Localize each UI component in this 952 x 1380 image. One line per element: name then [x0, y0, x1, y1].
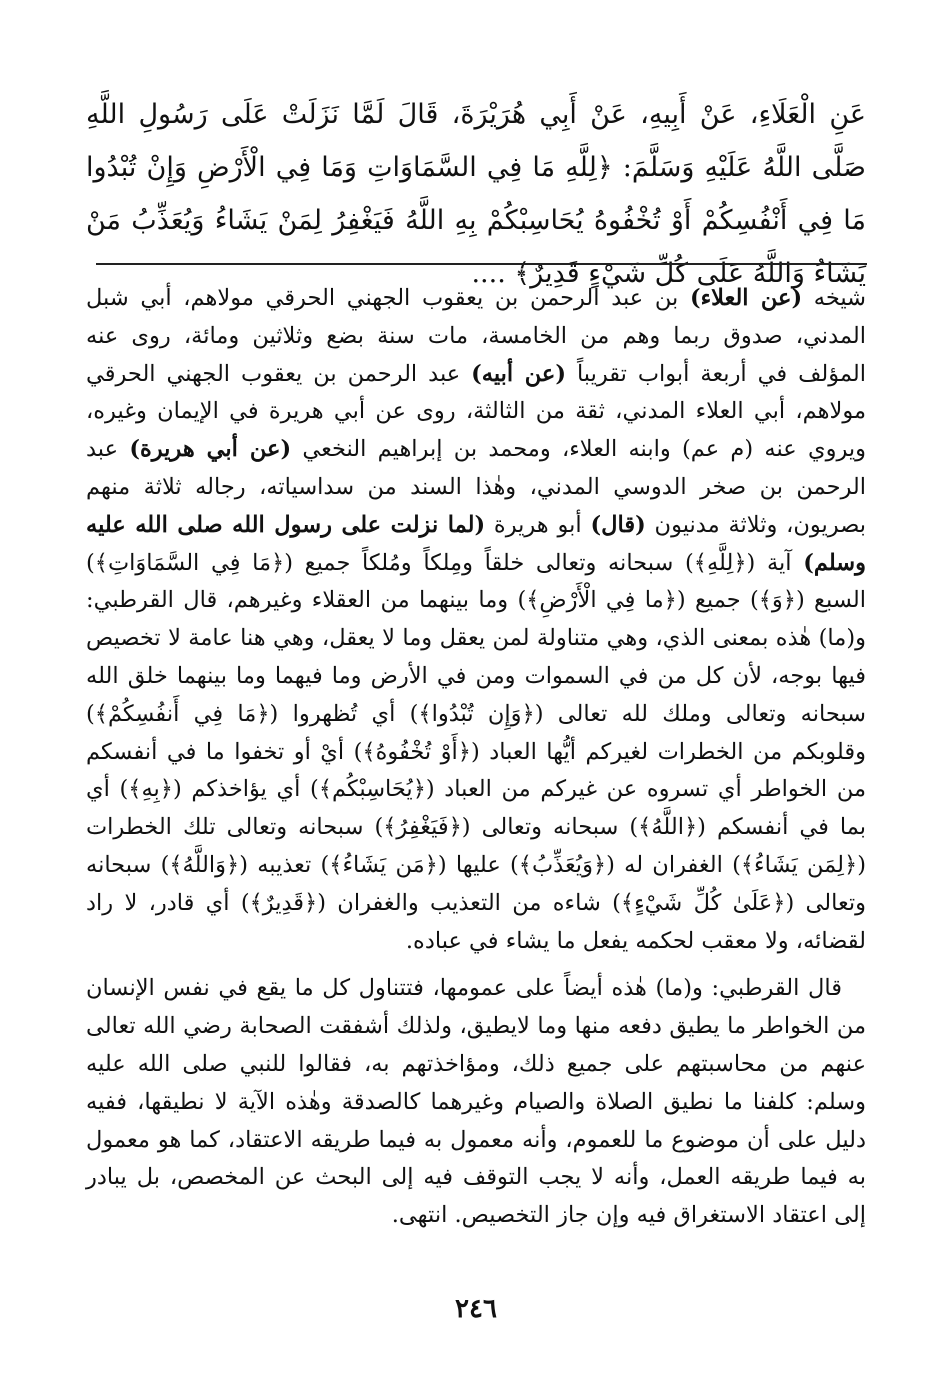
bold-run: (عن العلاء) [689, 285, 803, 311]
text-run: عبد الرحمن بن صخر الدوسي المدني، وهٰذا السند من سداسياته، رجاله ثلاثة منهم بصريون، وثلاثة مدنيون [86, 436, 866, 538]
commentary [86, 280, 866, 1235]
page-number: ٢٤٦ [455, 1294, 497, 1324]
text-run: أبو هريرة [485, 511, 591, 538]
bold-run: (لما نزلت على رسول الله صلى الله عليه وسلم) [86, 511, 866, 576]
bold-run: (قال) [590, 511, 646, 538]
hadith-text: عَنِ الْعَلَاءِ، عَنْ أَبِيهِ، عَنْ أَبِي هُرَيْرَةَ، قَالَ لَمَّا نَزَلَتْ عَلَى رَسُولِ اللَّهِ صَلَّى اللَّهُ عَلَيْهِ وَسَلَّمَ: ﴿لِلَّهِ مَا فِي السَّمَاوَاتِ وَمَا فِي الْأَرْضِ وَإِنْ تُبْدُوا مَا فِي أَنْفُسِكُمْ أَوْ تُخْفُوهُ يُحَاسِبْكُمْ بِهِ اللَّهُ فَيَغْفِرُ لِمَنْ يَشَاءُ وَيُعَذِّبُ مَنْ يَشَاءُ وَاللَّهُ عَلَى كُلِّ شَيْءٍ قَدِيرٌ﴾ .... [86, 99, 866, 289]
text-run: عبد الرحمن بن يعقوب الجهني الحرقي مولاهم، أبي العلاء المدني، ثقة من الثالثة، روى عن أبي هريرة في الإيمان وغيره، ويروي عنه (م عم) وابنه العلاء، ومحمد بن إبراهيم النخعي [86, 360, 866, 463]
commentary-paragraph-1 [86, 280, 866, 960]
text-run: آية (﴿لِلَّهِ﴾) سبحانه وتعالى خلقاً ومِلكاً ومُلكاً جميع (﴿مَا فِي السَّمَاوَاتِ﴾) السبع (﴿وَ﴾) جميع (﴿ما فِي الْأَرْضِ﴾) وما بينهما من العقلاء وغيرهم، قال القرطبي: و(ما) هٰذه بمعنى الذي، وهي متناولة لمن يعقل وما لا يعقل، وهي هنا عامة لا تخصيص فيها بوجه، لأن كل من في السموات ومن في الأرض وما فيهما وما بينهما خلق الله سبحانه وتعالى وملك لله تعالى (﴿وَإِن تُبْدُوا﴾) أي تُظهروا (﴿مَا فِي أَنفُسِكُمْ﴾) وقلوبكم من الخطرات لغيركم أيُّها العباد (﴿أَوْ تُخْفُوهُ﴾) أيْ أو تخفوا ما في أنفسكم من الخواطر أي تسروه عن غيركم من العباد (﴿يُحَاسِبْكُم﴾) أي يؤاخذكم (﴿بِهِ﴾) أي بما في أنفسكم (﴿اللَّهُ﴾) سبحانه وتعالى (﴿فَيَغْفِرُ﴾) سبحانه وتعالى تلك الخطرات (﴿لِمَن يَشَاءُ﴾) الغفران له (﴿وَيُعَذِّبُ﴾) عليها (﴿مَن يَشَاءُ﴾) تعذيبه (﴿وَاللَّهُ﴾) سبحانه وتعالى (﴿عَلَىٰ كُلِّ شَيْءٍ﴾) شاءه من التعذيب والغفران (﴿قَدِيرٌ﴾) أي قادر، لا راد لقضائه، ولا معقب لحكمه يفعل ما يشاء في عباده. [86, 549, 866, 954]
text-run: بن عبد الرحمن بن يعقوب الجهني الحرقي مولاهم، أبي شبل المدني، صدوق ربما وهم من الخامسة، مات سنة بضع وثلاثين ومائة، روى عنه المؤلف في أربعة أبواب تقريباً [86, 285, 866, 387]
footnote-divider [96, 263, 867, 265]
text-run: شيخه [802, 285, 866, 311]
bold-run: (عن أبيه) [471, 360, 566, 387]
bold-run: (عن أبي هريرة) [129, 436, 292, 463]
commentary-paragraph-2: قال القرطبي: و(ما) هٰذه أيضاً على عمومها، فتتناول كل ما يقع في نفس الإنسان من الخواطر ما يطيق دفعه منها وما لايطيق، ولذلك أشفقت الصحابة رضي الله تعالى عنهم من محاسبتهم على جميع ذلك، ومؤاخذتهم به، فقالوا للنبي صلى الله عليه وسلم: كلفنا ما نطيق الصلاة والصيام وغيرهما كالصدقة وهٰذه الآية لا نطيقها، ففيه دليل على أن موضوع ما للعموم، وأنه معمول به فيما طريقه الاعتقاد، كما هو معمول به فيما طريقه العمل، وأنه لا يجب التوقف فيه إلى البحث عن المخصص، بل يبادر إلى اعتقاد الاستغراق فيه وإن جاز التخصيص. انتهى. [86, 975, 866, 1229]
